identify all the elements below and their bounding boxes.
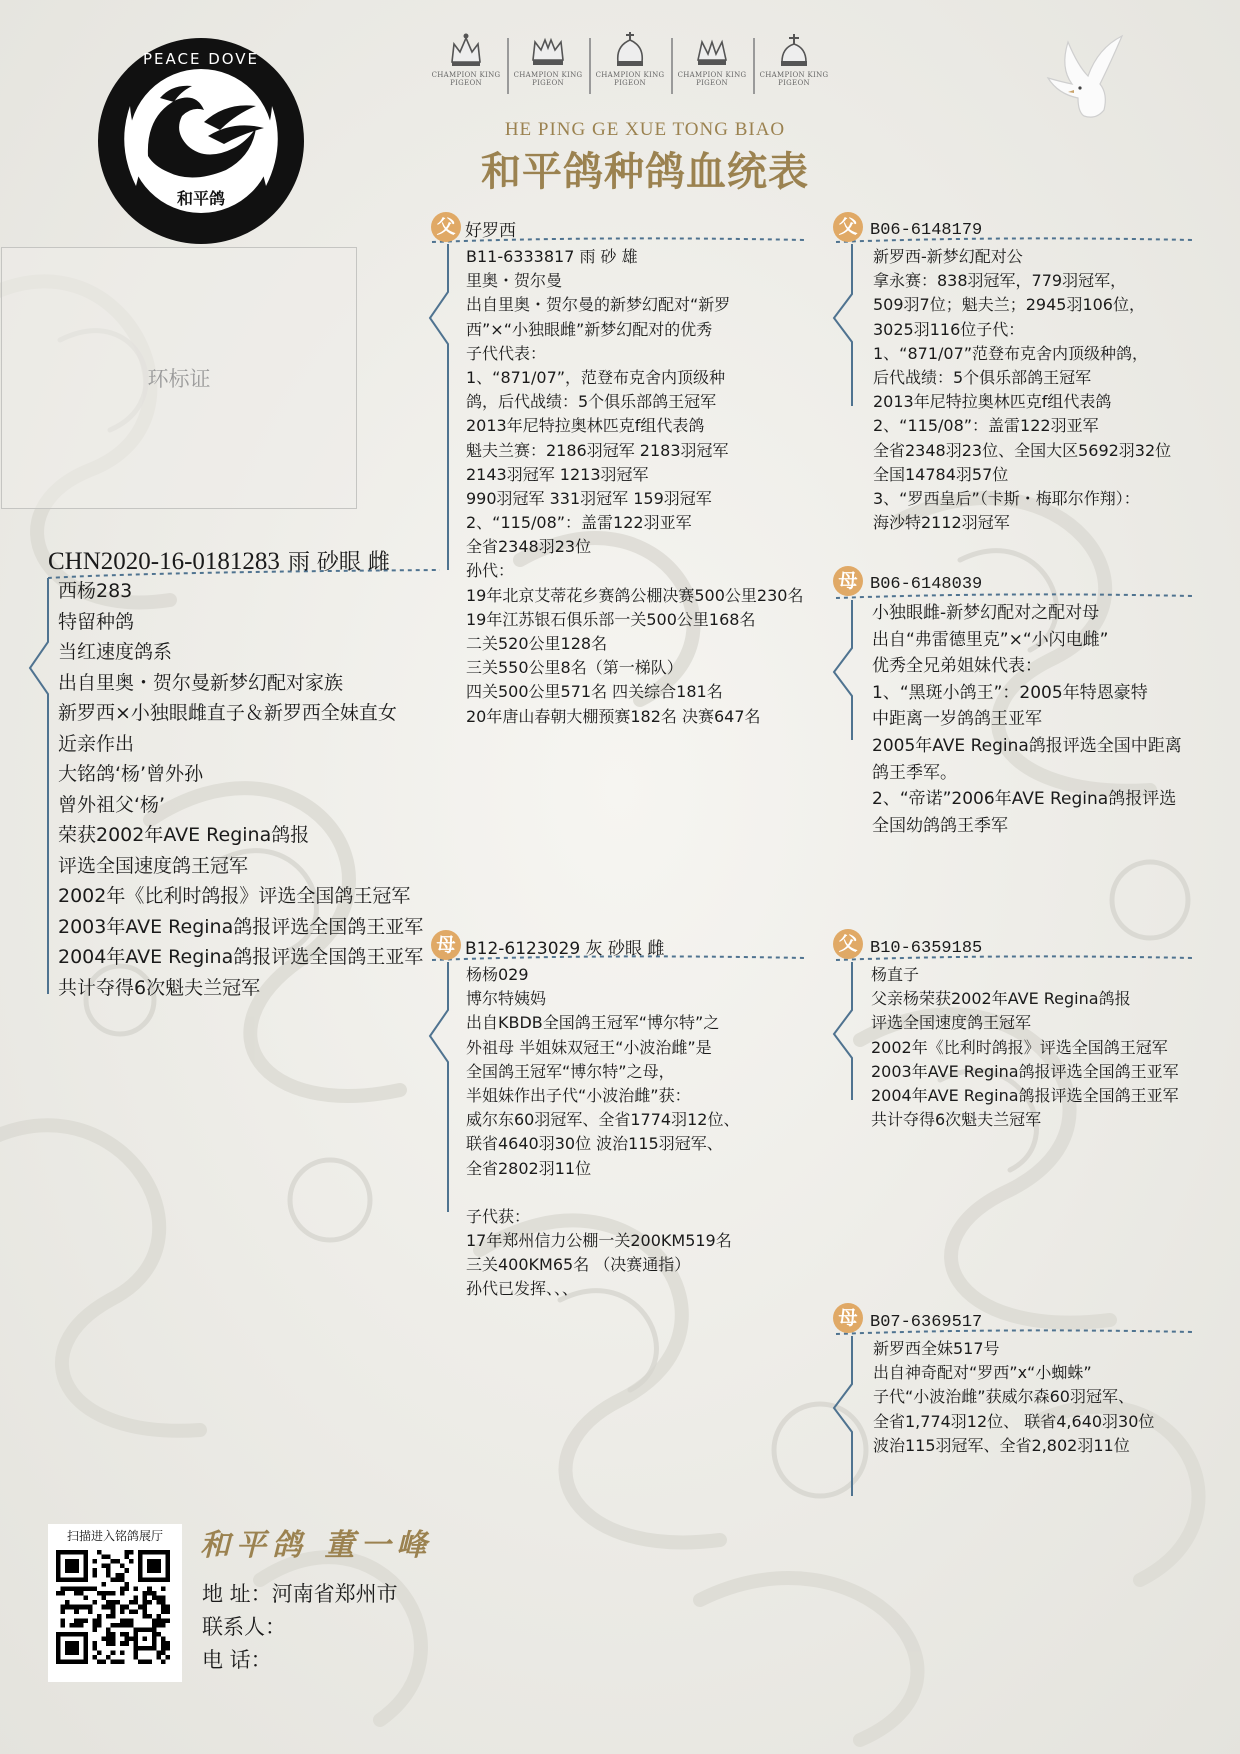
sire-line: 全省2348羽23位 — [466, 537, 592, 557]
sire-title: 好罗西 — [465, 221, 516, 241]
sire-dam-description — [872, 600, 1182, 839]
dam-line: 17年郑州信力公棚一关200KM519名 — [466, 1231, 732, 1251]
sire-line: 魁夫兰赛：2186羽冠军 2183羽冠军 — [466, 440, 729, 460]
dam-sire-line: 杨直子 — [871, 965, 920, 984]
sire-line: 出自里奥・贺尔曼的新梦幻配对“新罗 — [466, 295, 731, 315]
dam-line: 全省2802羽11位 — [466, 1158, 592, 1178]
crown-caption: CHAMPION KING PIGEON — [431, 71, 501, 87]
dam-dam-line: 子代“小波治雌”获威尔森60羽冠军、 — [873, 1387, 1134, 1407]
sire-line: 1、“871/07”，范登布克舍内顶级种 — [466, 367, 726, 387]
sire-line: 990羽冠军 331羽冠军 159羽冠军 — [466, 488, 712, 508]
sire-dam-line: 1、“黑斑小鸽王”：2005年特恩豪特 — [872, 682, 1148, 703]
dam-line: 孙代已发挥、、、 — [466, 1279, 579, 1299]
dam-sire-line: 评选全国速度鸽王冠军 — [871, 1013, 1032, 1033]
dam-line: 外祖母 半姐妹双冠王“小波治雌”是 — [466, 1037, 712, 1057]
dam-sire-title: B10-6359185 — [870, 939, 983, 958]
ring-certificate-label: 环标证 — [147, 367, 211, 391]
subject-line: 新罗西×小独眼雌直子＆新罗西全妹直女 — [58, 702, 397, 724]
sire-sire-line: 2、“115/08”：盖雷122羽亚军 — [873, 416, 1099, 436]
sire-line: 孙代： — [466, 561, 515, 581]
sire-sire-line: 全国14784羽57位 — [873, 464, 1009, 484]
sire-dam-line: 优秀全兄弟姐妹代表： — [872, 656, 1042, 677]
dam-line — [466, 1181, 739, 1205]
sire-line: B11-6333817 雨 砂 雄 — [466, 247, 638, 266]
crown-caption: CHAMPION KING PIGEON — [677, 71, 747, 87]
dam-sire-line: 2003年AVE Regina鸽报评选全国鸽王亚军 — [871, 1061, 1179, 1081]
contact-person-label: 联系人： — [202, 1615, 286, 1639]
subject-line: 评选全国速度鸽王冠军 — [58, 854, 249, 877]
sire-dam-line: 出自“弗雷德里克”×“小闪电雌” — [872, 629, 1109, 650]
logo-bottom-text: 和平鸽 — [176, 189, 226, 208]
address-label: 地 址： — [202, 1582, 272, 1606]
sire-sire-line: 1、“871/07”范登布克舍内顶级种鸽， — [873, 343, 1149, 363]
dam-line: 杨杨029 — [466, 965, 529, 984]
contact-info — [202, 1578, 398, 1677]
crown-caption: CHAMPION KING PIGEON — [759, 71, 829, 87]
qr-code-panel[interactable] — [48, 1524, 182, 1682]
sire-line: 19年江苏银石俱乐部一关500公里168名 — [466, 609, 756, 629]
sire-sire-line: 后代战绩：5个俱乐部鸽王冠军 — [873, 367, 1092, 387]
sire-sire-description — [873, 245, 1171, 535]
subject-name: 雨 砂眼 雌 — [287, 550, 390, 575]
crown-caption: CHAMPION KING PIGEON — [513, 71, 583, 87]
subject-line: 出自里奥・贺尔曼新梦幻配对家族 — [58, 671, 344, 694]
dam-sire-badge: 父 — [833, 929, 863, 959]
dam-dam-line: 波治115羽冠军、全省2,802羽11位 — [873, 1435, 1130, 1455]
sire-sire-line: 新罗西-新梦幻配对公 — [873, 247, 1023, 266]
sire-line: 西”×“小独眼雌”新梦幻配对的优秀 — [466, 319, 713, 339]
dam-line: 三关400KM65名 （决赛通指） — [466, 1255, 691, 1275]
subject-line: 近亲作出 — [58, 732, 135, 755]
sire-line: 2、“115/08”：盖雷122羽亚军 — [466, 513, 692, 533]
dam-sire-line: 共计夺得6次魁夫兰冠军 — [871, 1110, 1042, 1130]
dam-line: 子代获： — [466, 1206, 531, 1226]
subject-line: 2004年AVE Regina鸽报评选全国鸽王亚军 — [58, 946, 424, 968]
sire-dam-line: 小独眼雌-新梦幻配对之配对母 — [872, 603, 1100, 623]
subject-ring: CHN2020-16-0181283 — [48, 548, 280, 575]
sire-description — [466, 245, 803, 729]
sire-sire-line: 3025羽116位子代： — [873, 319, 1025, 339]
sire-sire-line: 509羽7位；魁夫兰；2945羽106位， — [873, 295, 1145, 315]
sire-dam-badge: 母 — [833, 566, 863, 596]
page-title: 和平鸽种鸽血统表 — [481, 148, 809, 195]
dam-line: 联省4640羽30位 波治115羽冠军、 — [466, 1134, 723, 1154]
dam-line: 出自KBDB全国鸽王冠军“博尔特”之 — [466, 1013, 720, 1033]
phone-row — [202, 1644, 398, 1677]
sire-line: 20年唐山春朝大棚预赛182名 决赛647名 — [466, 706, 761, 726]
subject-line: 大铭鸽‘杨’曾外孙 — [58, 763, 204, 785]
dam-sire-line: 父亲杨荣获2002年AVE Regina鸽报 — [871, 989, 1131, 1009]
subject-line: 共计夺得6次魁夫兰冠军 — [58, 976, 261, 999]
subject-line: 曾外祖父‘杨’ — [58, 793, 166, 816]
subject-line: 荣获2002年AVE Regina鸽报 — [58, 824, 310, 846]
sire-dam-line: 2005年AVE Regina鸽报评选全国中距离 — [872, 735, 1182, 756]
dam-description — [466, 963, 739, 1302]
sire-line: 里奥・贺尔曼 — [466, 271, 563, 291]
contact-person-row — [202, 1611, 398, 1644]
sire-line: 四关500公里571名 四关综合181名 — [466, 682, 723, 702]
sire-dam-line: 中距离一岁鸽鸽王亚军 — [872, 709, 1042, 730]
sire-badge: 父 — [431, 212, 461, 242]
sire-sire-line: 拿永赛：838羽冠军，779羽冠军， — [873, 271, 1127, 291]
sire-line: 2143羽冠军 1213羽冠军 — [466, 464, 649, 484]
sire-sire-line: 3、“罗西皇后”（卡斯・梅耶尔作翔）： — [873, 488, 1140, 508]
sire-line: 19年北京艾蒂花乡赛鸽公棚决赛500公里230名 — [466, 585, 804, 605]
signature: 和平鸽 董一峰 — [200, 1528, 433, 1563]
crown-caption: CHAMPION KING PIGEON — [595, 71, 665, 87]
dam-dam-description — [873, 1337, 1154, 1458]
sire-line: 鸽，后代战绩：5个俱乐部鸽王冠军 — [466, 392, 717, 412]
dam-line: 威尔东60羽冠军、全省1774羽12位、 — [466, 1110, 740, 1130]
sire-sire-line: 全省2348羽23位、全国大区5692羽32位 — [873, 440, 1172, 460]
sire-sire-badge: 父 — [833, 212, 863, 242]
sire-sire-title: B06-6148179 — [870, 221, 983, 240]
dam-sire-description — [871, 963, 1179, 1132]
dam-dam-title: B07-6369517 — [870, 1313, 983, 1332]
sire-dam-title: B06-6148039 — [870, 575, 983, 594]
subject-description — [58, 576, 423, 1003]
dam-badge: 母 — [431, 930, 461, 960]
dam-line: 半姐妹作出子代“小波治雌”获： — [466, 1085, 691, 1105]
logo-top-text: PEACE DOVE — [142, 50, 260, 68]
dam-line: 博尔特姨妈 — [466, 989, 547, 1009]
sire-line: 二关520公里128名 — [466, 634, 608, 653]
sire-dam-line: 2、“帝诺”2006年AVE Regina鸽报评选 — [872, 789, 1177, 810]
subject-line: 2002年《比利时鸽报》评选全国鸽王冠军 — [58, 885, 411, 907]
qr-code-image[interactable] — [56, 1550, 170, 1664]
dam-dam-line: 全省1,774羽12位、 联省4,640羽30位 — [873, 1411, 1155, 1431]
sire-line: 2013年尼特拉奥林匹克f组代表鸽 — [466, 416, 705, 436]
dam-dam-line: 出自神奇配对“罗西”x“小蜘蛛” — [873, 1363, 1092, 1383]
qr-caption: 扫描进入铭鸽展厅 — [66, 1529, 163, 1543]
dam-sire-line: 2004年AVE Regina鸽报评选全国鸽王亚军 — [871, 1085, 1179, 1105]
sire-dam-line: 鸽王季军。 — [872, 762, 957, 783]
subject-line: 2003年AVE Regina鸽报评选全国鸽王亚军 — [58, 915, 424, 938]
address-row — [202, 1578, 398, 1611]
sire-line: 三关550公里8名（第一梯队） — [466, 658, 683, 678]
dam-title: B12-6123029 灰 砂眼 雌 — [465, 939, 665, 959]
dam-dam-badge: 母 — [833, 1303, 863, 1333]
dam-line: 全国鸽王冠军“博尔特”之母， — [466, 1061, 675, 1081]
subject-line: 特留种鸽 — [58, 610, 135, 633]
dam-sire-line: 2002年《比利时鸽报》评选全国鸽王冠军 — [871, 1037, 1168, 1057]
dam-dam-line: 新罗西全妹517号 — [873, 1339, 1000, 1358]
sire-line: 子代代表： — [466, 343, 547, 363]
sire-sire-line: 2013年尼特拉奥林匹克f组代表鸽 — [873, 392, 1112, 412]
sire-dam-line: 全国幼鸽鸽王季军 — [872, 815, 1008, 836]
address-value: 河南省郑州市 — [271, 1582, 398, 1606]
subject-ring-number — [48, 546, 448, 579]
pinyin-subtitle: HE PING GE XUE TONG BIAO — [504, 119, 786, 140]
subject-line: 当红速度鸽系 — [58, 641, 173, 663]
sire-sire-line: 海沙特2112羽冠军 — [873, 513, 1010, 533]
subject-line: 西杨283 — [58, 580, 133, 602]
phone-label: 电 话： — [202, 1648, 272, 1672]
